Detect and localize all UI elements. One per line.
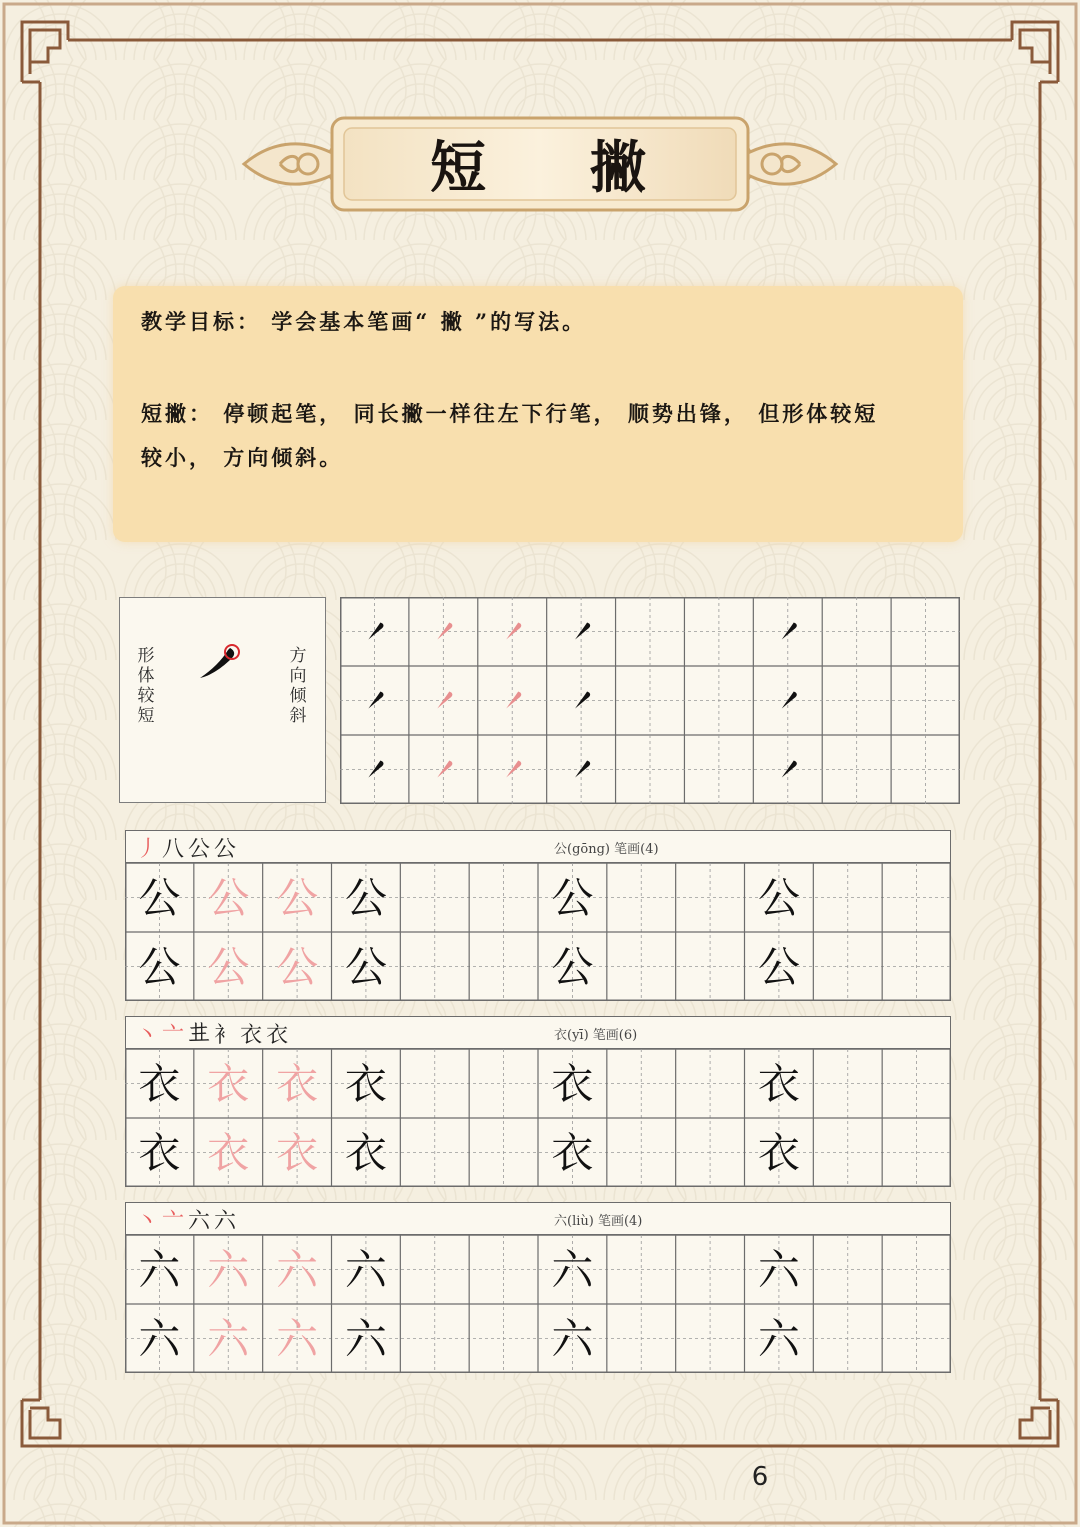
- practice-character: 六: [344, 1314, 387, 1364]
- practice-character: 公: [276, 942, 319, 992]
- char-info: 衣(yī) 笔画(6): [554, 1028, 638, 1043]
- practice-character: 公: [344, 942, 387, 992]
- practice-character: 衣: [276, 1059, 319, 1109]
- practice-character: 公: [551, 873, 594, 923]
- demo-note-left: 形 体 较 短: [137, 646, 155, 726]
- practice-character: 衣: [207, 1059, 250, 1109]
- practice-character: 公: [757, 873, 800, 923]
- character-practice-grid: [125, 863, 951, 1001]
- title-banner: [240, 112, 840, 216]
- practice-character: 公: [757, 942, 800, 992]
- practice-section-liu: [125, 1202, 951, 1374]
- practice-character: 衣: [344, 1059, 387, 1109]
- teaching-goal-box: [113, 286, 963, 542]
- practice-section-yi: [125, 1016, 951, 1188]
- practice-character: 六: [757, 1245, 800, 1295]
- practice-character: 公: [344, 873, 387, 923]
- practice-character: 六: [344, 1245, 387, 1295]
- stroke-description-line-1: 短撇： 停顿起笔， 同长撇一样往左下行笔， 顺势出锋， 但形体较短: [141, 401, 879, 426]
- title-char-2: 撇: [590, 135, 650, 201]
- stroke-practice-grid: [340, 597, 960, 804]
- practice-character: 六: [276, 1245, 319, 1295]
- practice-character: 衣: [551, 1128, 594, 1178]
- demo-note-right: 方 向 倾 斜: [289, 646, 307, 726]
- practice-character: 衣: [138, 1059, 181, 1109]
- practice-character: 衣: [276, 1128, 319, 1178]
- character-practice-grid: [125, 1049, 951, 1187]
- section-header: [125, 1202, 951, 1235]
- practice-character: 公: [276, 873, 319, 923]
- practice-character: 六: [551, 1245, 594, 1295]
- section-header: [125, 830, 951, 863]
- practice-character: 公: [551, 942, 594, 992]
- practice-character: 衣: [138, 1128, 181, 1178]
- practice-character: 六: [276, 1314, 319, 1364]
- stroke-description-line-2: 较小， 方向倾斜。: [141, 445, 344, 470]
- practice-character: 衣: [207, 1128, 250, 1178]
- practice-character: 六: [138, 1314, 181, 1364]
- practice-character: 公: [207, 942, 250, 992]
- section-header: [125, 1016, 951, 1049]
- practice-character: 公: [138, 873, 181, 923]
- practice-character: 六: [757, 1314, 800, 1364]
- teaching-objective: 教学目标： 学会基本笔画“ 撇 ”的写法。: [141, 309, 587, 334]
- short-pie-stroke-example: [190, 638, 250, 688]
- practice-character: 衣: [344, 1128, 387, 1178]
- stroke-demo-box: [119, 597, 326, 803]
- title-char-1: 短: [430, 135, 490, 201]
- practice-section-gong: [125, 830, 951, 1002]
- practice-character: 衣: [757, 1128, 800, 1178]
- character-practice-grid: [125, 1235, 951, 1373]
- practice-character: 衣: [757, 1059, 800, 1109]
- stroke-order: 丶 亠 六 六: [136, 1209, 237, 1234]
- practice-character: 衣: [551, 1059, 594, 1109]
- char-info: 六(liù) 笔画(4): [554, 1214, 643, 1229]
- practice-character: 公: [138, 942, 181, 992]
- practice-character: 六: [207, 1314, 250, 1364]
- char-info: 公(gōng) 笔画(4): [554, 842, 659, 857]
- stroke-order: 丶 亠 𠀎 衤 衣 衣: [136, 1021, 289, 1048]
- stroke-order: 丿 八 公 公: [136, 837, 237, 862]
- practice-character: 公: [207, 873, 250, 923]
- practice-character: 六: [138, 1245, 181, 1295]
- page-number: 6: [751, 1462, 769, 1492]
- practice-character: 六: [207, 1245, 250, 1295]
- practice-character: 六: [551, 1314, 594, 1364]
